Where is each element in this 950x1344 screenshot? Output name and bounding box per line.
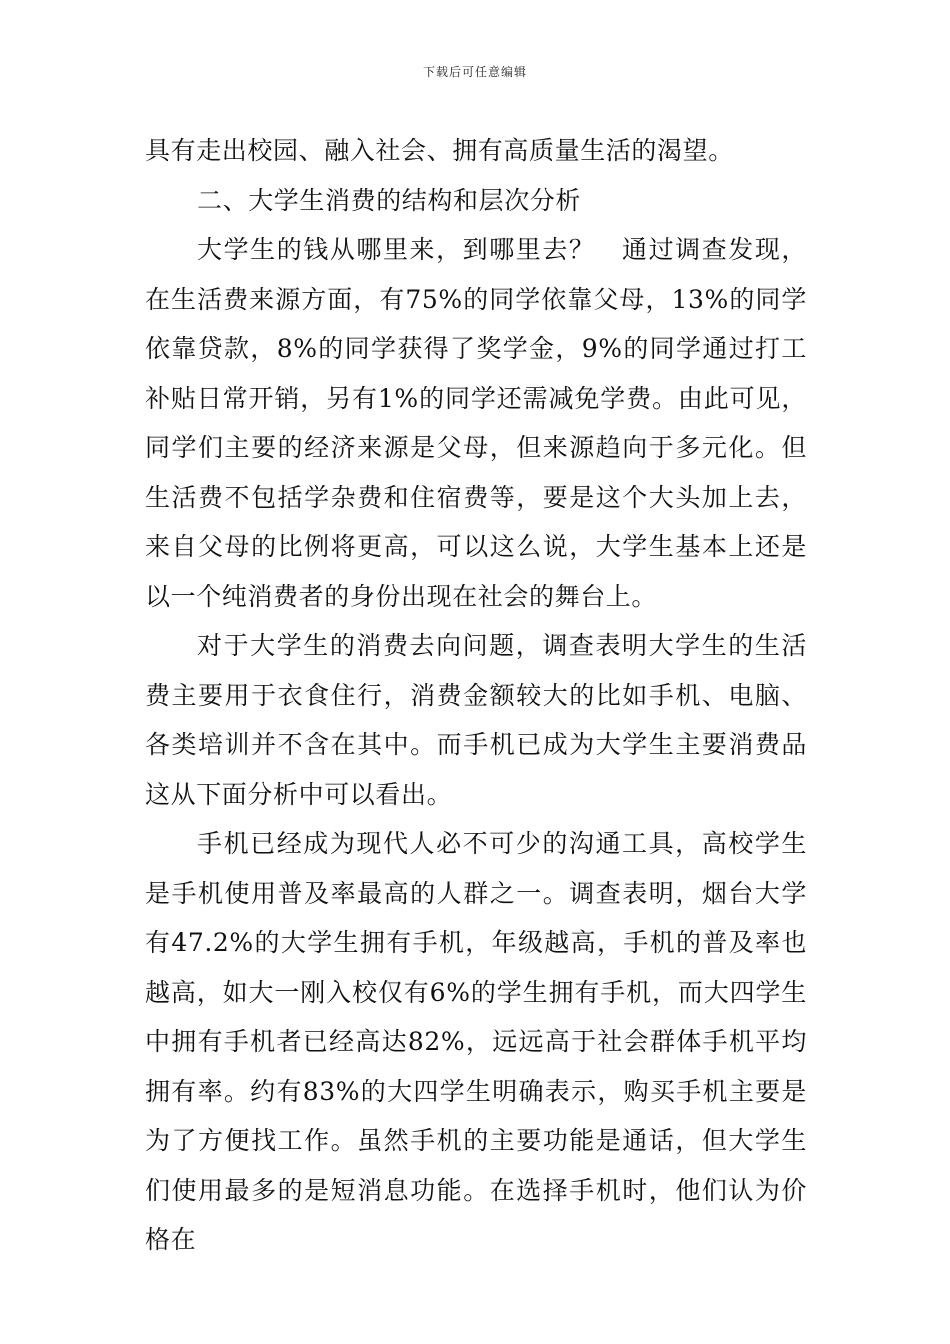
paragraph-intro-continuation: 具有走出校园、融入社会、拥有高质量生活的渴望。	[145, 136, 734, 165]
section-heading: 二、大学生消费的结构和层次分析	[197, 185, 582, 215]
document-body	[145, 126, 807, 1265]
page-header: 下载后可任意编辑	[422, 65, 527, 79]
paragraph-income-sources: 大学生的钱从哪里来，到哪里去？ 通过调查发现，在生活费来源方面，有75%的同学依靠父母，13%的同学依靠贷款，8%的同学获得了奖学金，9%的同学通过打工补贴日常开销，另有1%的同学还需减免学费。由此可见，同学们主要的经济来源是父母，但来源趋向于多元化。但生活费不包括学杂费和住宿费等，要是这个大头加上去，来自父母的比例将更高，可以这么说，大学生基本上还是以一个纯消费者的身份出现在社会的舞台上。	[145, 235, 807, 611]
paragraph-spending-destinations: 对于大学生的消费去向问题，调查表明大学生的生活费主要用于衣食住行，消费金额较大的比如手机、电脑、各类培训并不含在其中。而手机已成为大学生主要消费品这从下面分析中可以看出。	[145, 631, 807, 809]
paragraph-mobile-phones: 手机已经成为现代人必不可少的沟通工具，高校学生是手机使用普及率最高的人群之一。调查表明，烟台大学有47.2%的大学生拥有手机，年级越高，手机的普及率也越高，如大一刚入校仅有6%的学生拥有手机，而大四学生中拥有手机者已经高达82%，远远高于社会群体手机平均拥有率。约有83%的大四学生明确表示，购买手机主要是为了方便找工作。虽然手机的主要功能是通话，但大学生们使用最多的是短消息功能。在选择手机时，他们认为价格在	[145, 829, 807, 1254]
